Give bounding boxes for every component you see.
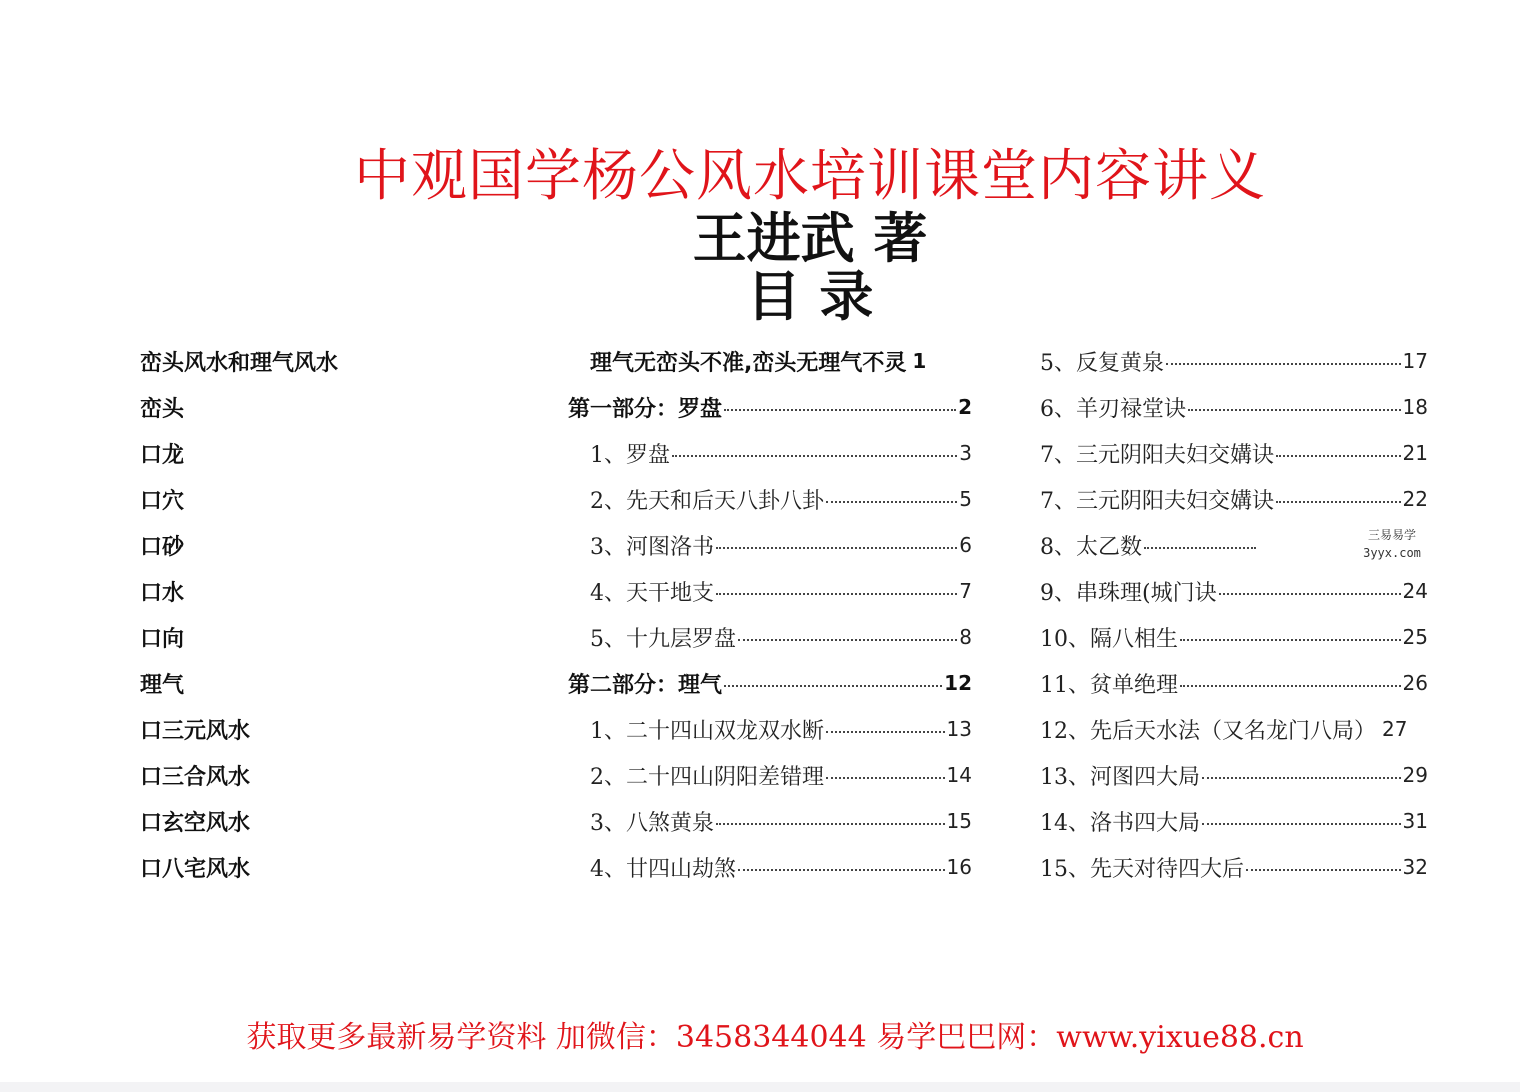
toc-left-item: 口玄空风水: [140, 810, 251, 836]
toc-entry-title: 11、贫单绝理: [1040, 672, 1178, 698]
toc-left-item: 理气: [140, 672, 185, 698]
toc-entry-title: 1、罗盘: [590, 442, 670, 468]
toc-entry: [1040, 384, 1428, 430]
toc-entry: [1040, 844, 1428, 890]
toc-entry-title: 2、二十四山阴阳差错理: [590, 764, 824, 790]
toc-left-item: 口龙: [140, 442, 185, 468]
toc-dot-leader: [1180, 685, 1401, 687]
toc-page-number: 26: [1402, 671, 1428, 695]
toc-entry-title: 10、隔八相生: [1040, 626, 1178, 652]
toc-dot-leader: [1202, 777, 1401, 779]
toc-dot-leader: [1246, 869, 1401, 871]
toc-entry-title: 13、河图四大局: [1040, 764, 1200, 790]
toc-entry: [568, 798, 972, 844]
toc-entry: [568, 384, 972, 430]
toc-entry-title: 3、八煞黄泉: [590, 810, 714, 836]
toc-left-item: 口砂: [140, 534, 185, 560]
toc-page-number: 22: [1402, 487, 1428, 511]
toc-entry-title: 第一部分：罗盘: [568, 396, 723, 422]
toc-entry: [1040, 476, 1428, 522]
toc-entry: [568, 476, 972, 522]
toc-page-number: 24: [1402, 579, 1428, 603]
toc-entry-title: 7、三元阴阳夫妇交媾诀: [1040, 442, 1274, 468]
toc-page-number: 31: [1402, 809, 1428, 833]
toc-page-number: 21: [1402, 441, 1428, 465]
toc-dot-leader: [672, 455, 957, 457]
toc-left-item: 峦头: [140, 396, 185, 422]
toc-entry-title: 12、先后天水法（又名龙门八局）: [1040, 718, 1376, 744]
toc-dot-leader: [1188, 409, 1401, 411]
toc-middle-column: [568, 338, 972, 890]
toc-entry: [1040, 706, 1428, 752]
toc-page-number: 8: [959, 625, 972, 649]
toc-dot-leader: [826, 731, 945, 733]
toc-page-number: 2: [958, 395, 972, 419]
toc-dot-leader: [738, 639, 957, 641]
toc-page-number: 17: [1402, 349, 1428, 373]
toc-dot-leader: [1276, 501, 1401, 503]
toc-heading: 目 录: [746, 265, 874, 328]
toc-page-number: 16: [946, 855, 972, 879]
toc-dot-leader: [738, 869, 945, 871]
toc-dot-leader: [716, 593, 957, 595]
toc-entry-title: 第二部分：理气: [568, 672, 723, 698]
toc-page-number: 5: [959, 487, 972, 511]
toc-dot-leader: [716, 823, 945, 825]
toc-dot-leader: [826, 501, 957, 503]
toc-page-number: 6: [959, 533, 972, 557]
toc-dot-leader: [1144, 547, 1256, 549]
toc-dot-leader: [1202, 823, 1401, 825]
toc-entry: [568, 338, 972, 384]
toc-entry-title: 4、天干地支: [590, 580, 714, 606]
footer-promo-text: 获取更多最新易学资料 加微信：3458344044 易学巴巴网：www.yixue88.cn: [246, 1020, 1304, 1055]
toc-left-item: 口八宅风水: [140, 856, 251, 882]
toc-entry: [568, 614, 972, 660]
toc-entry-title: 15、先天对待四大后: [1040, 856, 1244, 882]
toc-dot-leader: [1180, 639, 1401, 641]
watermark-stamp: [1352, 526, 1432, 562]
toc-page-number: 12: [944, 671, 972, 695]
toc-page-number: 7: [959, 579, 972, 603]
toc-entry: [568, 430, 972, 476]
toc-dot-leader: [1276, 455, 1401, 457]
toc-page-number: 29: [1402, 763, 1428, 787]
toc-left-item: 口穴: [140, 488, 185, 514]
author-line: 王进武 著: [692, 207, 928, 270]
document-title: 中观国学杨公风水培训课堂内容讲义: [354, 144, 1266, 209]
toc-dot-leader: [724, 685, 942, 687]
toc-right-column: [1040, 338, 1428, 890]
toc-entry-title: 理气无峦头不准,峦头无理气不灵: [590, 350, 907, 376]
toc-entry-title: 2、先天和后天八卦八卦: [590, 488, 824, 514]
toc-entry: [568, 752, 972, 798]
toc-page-number: 32: [1402, 855, 1428, 879]
toc-entry-title: 14、洛书四大局: [1040, 810, 1200, 836]
toc-entry: [568, 660, 972, 706]
watermark-line: 三易易学: [1367, 528, 1416, 542]
toc-entry-title: 9、串珠理(城门诀: [1040, 580, 1217, 606]
toc-page-number: 18: [1402, 395, 1428, 419]
toc-dot-leader: [724, 409, 956, 411]
toc-entry-title: 5、反复黄泉: [1040, 350, 1164, 376]
toc-entry-title: 6、羊刃禄堂诀: [1040, 396, 1186, 422]
toc-entry-title: 3、河图洛书: [590, 534, 714, 560]
toc-dot-leader: [716, 547, 957, 549]
watermark-line: 3yyx.com: [1363, 546, 1421, 560]
toc-entry: [1040, 614, 1428, 660]
toc-entry-title: 8、太乙数: [1040, 534, 1142, 560]
toc-entry: [568, 568, 972, 614]
toc-page-number: 1: [912, 349, 927, 373]
toc-dot-leader: [1166, 363, 1401, 365]
toc-entry-title: 7、三元阴阳夫妇交媾诀: [1040, 488, 1274, 514]
toc-dot-leader: [1219, 593, 1401, 595]
page-bottom-strip: [0, 1082, 1520, 1092]
toc-entry: [568, 522, 972, 568]
toc-entry: [1040, 752, 1428, 798]
toc-entry: [568, 844, 972, 890]
toc-entry: [1040, 660, 1428, 706]
toc-page-number: 3: [959, 441, 972, 465]
toc-page-number: 25: [1402, 625, 1428, 649]
toc-dot-leader: [826, 777, 945, 779]
toc-left-item: 口三元风水: [140, 718, 251, 744]
toc-page-number: 15: [946, 809, 972, 833]
toc-entry: [1040, 568, 1428, 614]
toc-page-number: 27: [1382, 717, 1408, 741]
toc-entry: [568, 706, 972, 752]
toc-page-number: 13: [946, 717, 972, 741]
toc-left-item: 口向: [140, 626, 185, 652]
toc-entry: [1040, 798, 1428, 844]
toc-entry: [1040, 430, 1428, 476]
toc-entry-title: 4、廿四山劫煞: [590, 856, 736, 882]
toc-page-number: 14: [946, 763, 972, 787]
toc-left-column: [140, 338, 500, 890]
toc-entry-title: 1、二十四山双龙双水断: [590, 718, 824, 744]
toc-left-item: 口三合风水: [140, 764, 251, 790]
toc-entry: [1040, 338, 1428, 384]
toc-left-item: 口水: [140, 580, 185, 606]
toc-left-item: 峦头风水和理气风水: [140, 350, 339, 376]
toc-entry-title: 5、十九层罗盘: [590, 626, 736, 652]
